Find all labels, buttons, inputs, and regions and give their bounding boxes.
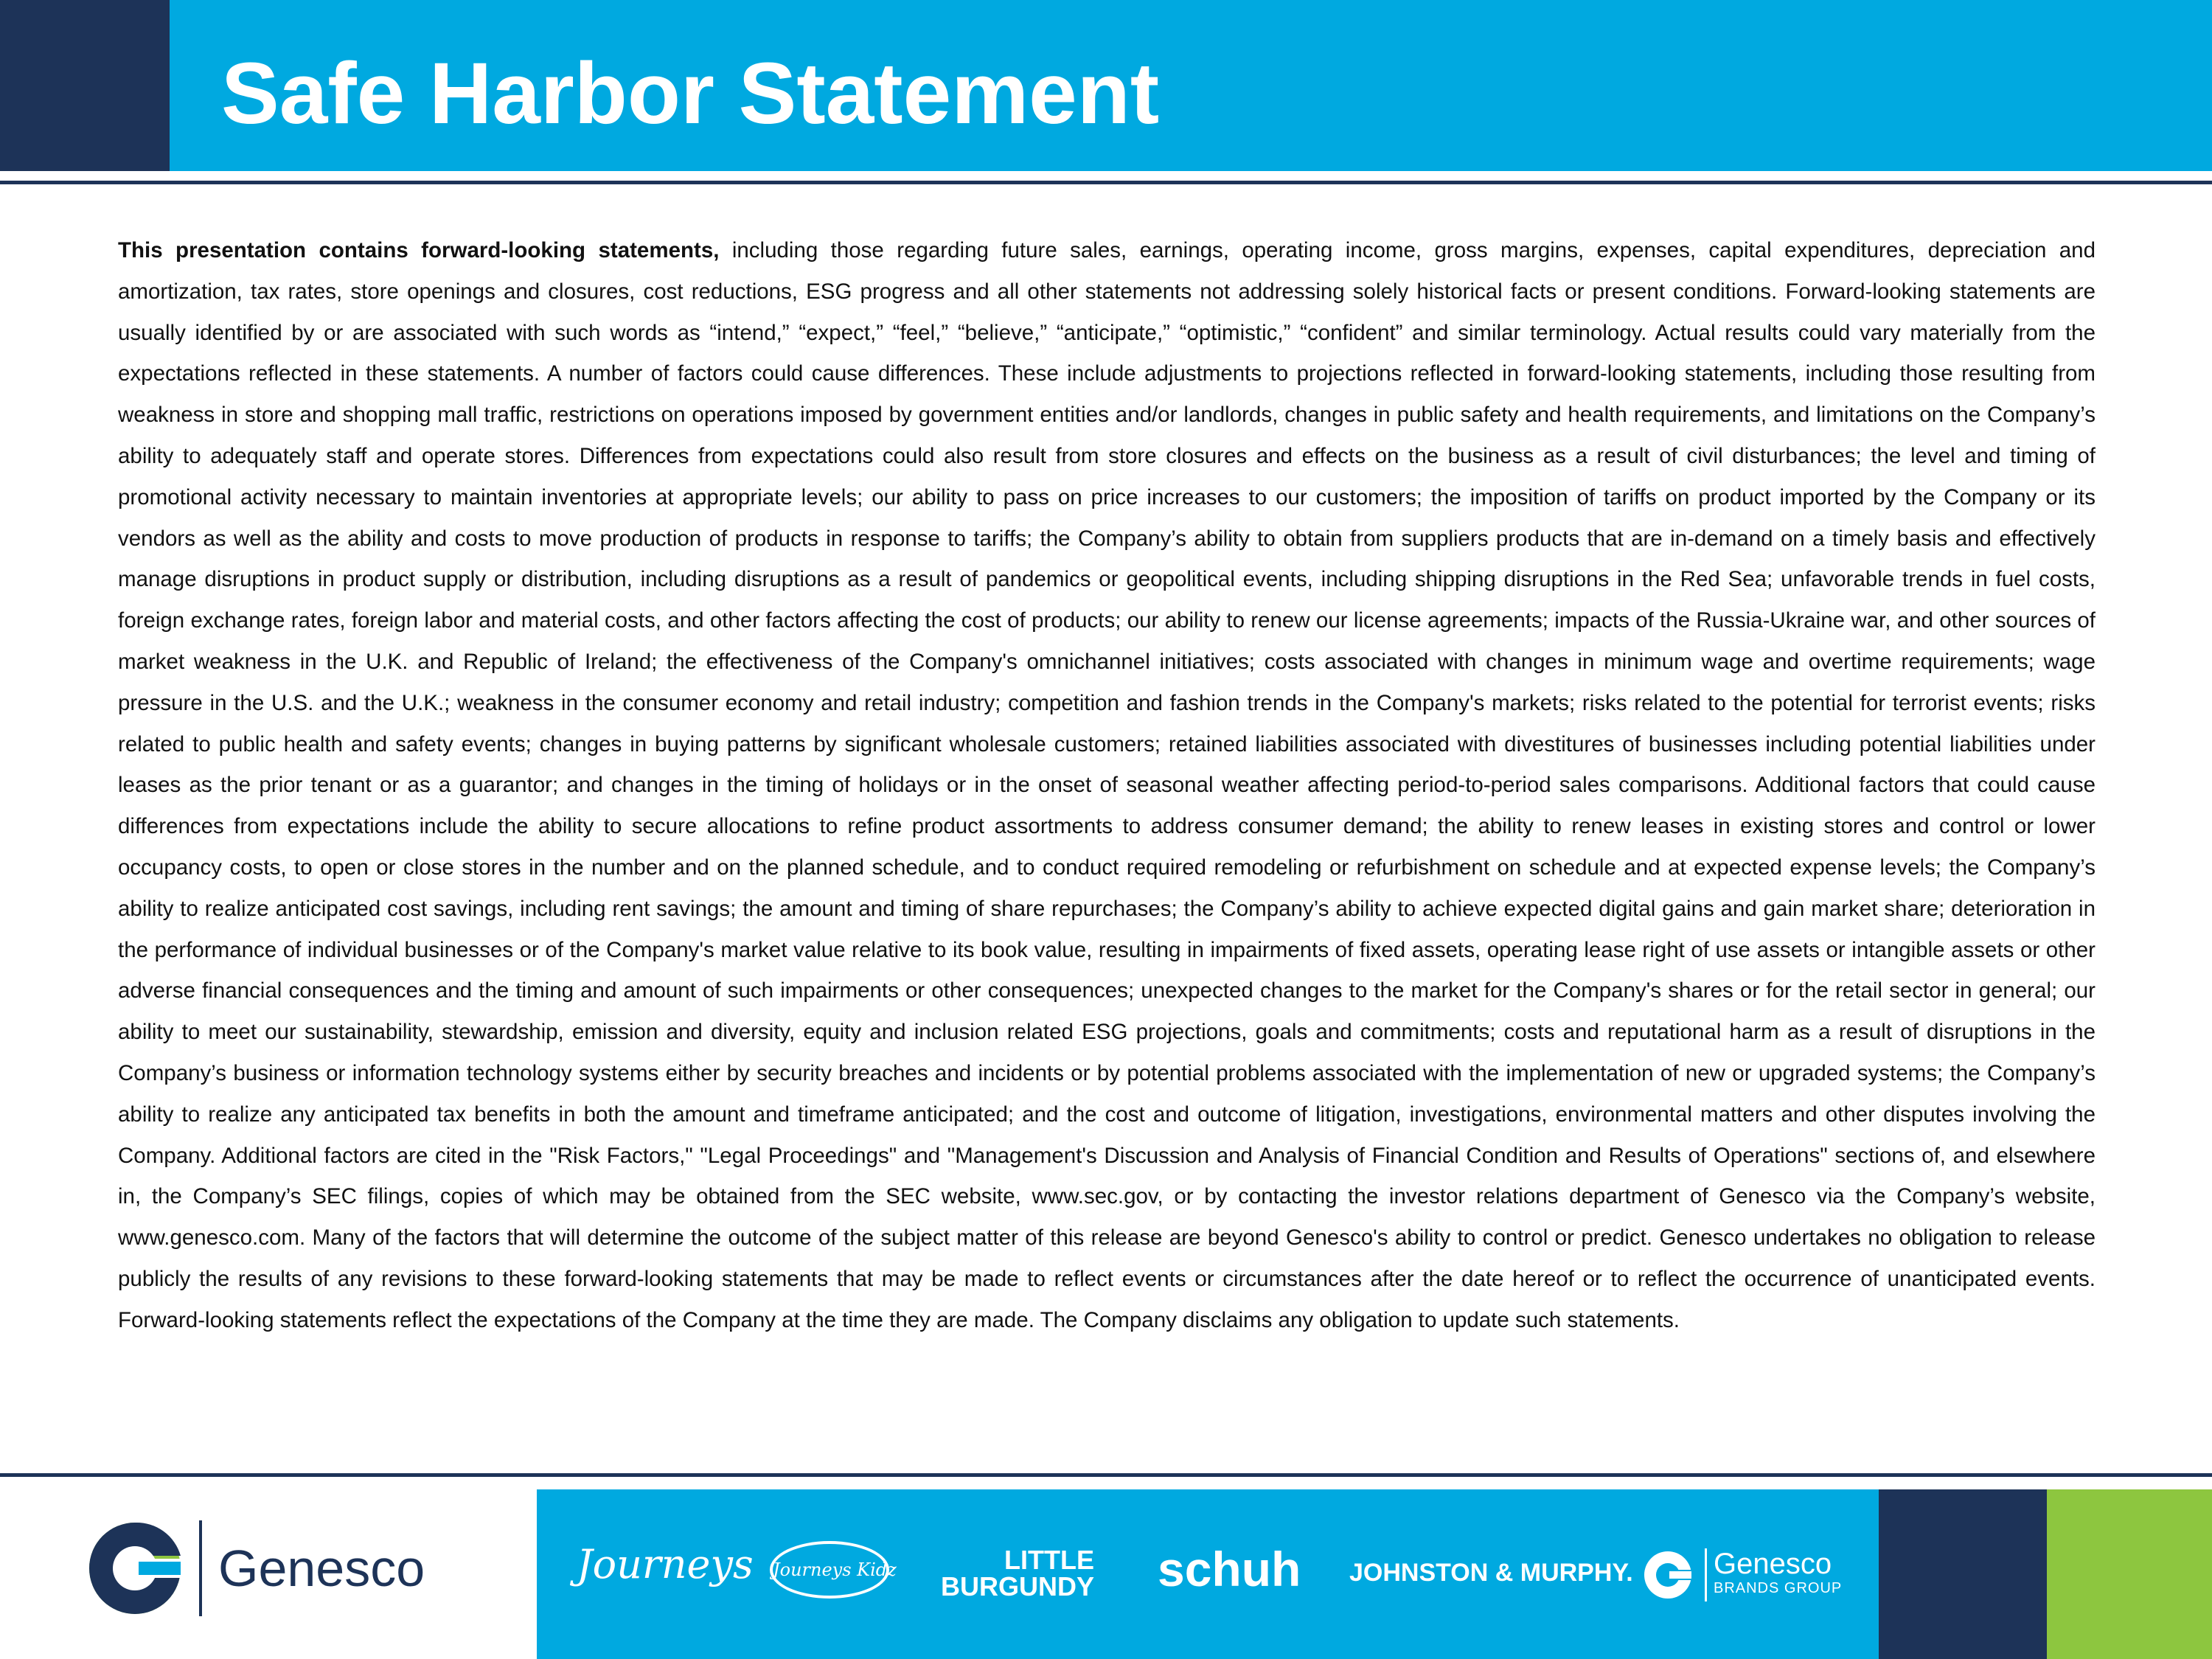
footer-divider [0, 1473, 2212, 1477]
page-title: Safe Harbor Statement [221, 45, 1160, 142]
little-burgundy-line1: LITTLE [1004, 1545, 1095, 1575]
schuh-logo: schuh [1158, 1542, 1301, 1596]
footer-navy-block [1879, 1489, 2047, 1659]
body-paragraph: including those regarding future sales, earnings, operating income, gross margins, expenses, capital expenditures, depreciation and amortization, tax rates, store openings and closures, cost reductions, ESG progress and all other statements not addressing solely historical facts or present conditions. Forward-looking statements are usually identified by or are associated with such words as “intend,” “expect,” “feel,” “believe,” “anticipate,” “optimistic,” “confident” and similar terminology. Actual results could vary materially from the expectations reflected in these statements. A number of factors could cause differences. These include adjustments to projections reflected in forward-looking statements, including those resulting from weakness in store and shopping mall traffic, restrictions on operations imposed by government entities and/or landlords, changes in public safety and health requirements, and limitations on the Company’s ability to adequately staff and operate stores. Differences from expectations could also result from store closures and effects on the business as a result of civil disturbances; the level and timing of promotional activity necessary to maintain inventories at appropriate levels; our ability to pass on price increases to our customers; the imposition of tariffs on product imported by the Company or its vendors as well as the ability and costs to move production of products in response to tariffs; the Company’s ability to obtain from suppliers products that are in-demand on a timely basis and effectively manage disruptions in product supply or distribution, including disruptions as a result of pandemics or geopolitical events, including shipping disruptions in the Red Sea; unfavorable trends in fuel costs, foreign exchange rates, foreign labor and material costs, and other factors affecting the cost of products; our ability to renew our license agreements; impacts of the Russia-Ukraine war, and other sources of market weakness in the U.K. and Republic of Ireland; the effectiveness of the Company's omnichannel initiatives; costs associated with changes in minimum wage and overtime requirements; wage pressure in the U.S. and the U.K.; weakness in the consumer economy and retail industry; competition and fashion trends in the Company's markets; risks related to the potential for terrorist events; risks related to public health and safety events; changes in buying patterns by significant wholesale customers; retained liabilities associated with divestitures of businesses including potential liabilities under leases as the prior tenant or as a guarantor; and changes in the timing of holidays or in the onset of seasonal weather affecting period-to-period sales comparisons. Additional factors that could cause differences from expectations include the ability to secure allocations to refine product assortments to address consumer demand; the ability to renew leases in existing stores and control or lower occupancy costs, to open or close stores in the number and on the planned schedule, and to conduct required remodeling or refurbishment on schedule and at expected expense levels; the Company’s ability to realize anticipated cost savings, including rent savings; the amount and timing of share repurchases; the Company’s ability to achieve expected digital gains and gain market share; deterioration in the performance of individual businesses or of the Company's market value relative to its book value, resulting in impairments of fixed assets, operating lease right of use assets or intangible assets or other adverse financial consequences and the timing and amount of such impairments or other consequences; unexpected changes to the market for the Company's shares or for the retail sector in general; our ability to meet our sustainability, stewardship, emission and diversity, equity and inclusion related ESG projections, goals and commitments; costs and reputational harm as a result of disruptions in the Company’s business or information technology systems either by security breaches and incidents or by potential problems associated with the implementation of new or upgraded systems; the Company’s ability to realize any anticipated tax benefits in both the amount and timeframe anticipated; and the cost and outcome of litigation, investigations, environmental matters and other disputes involving the Company. Additional factors are cited in the "Risk Factors," "Legal Proceedings" and "Management's Discussion and Analysis of Financial Condition and Results of Operations" sections of, and elsewhere in, the Company’s SEC filings, copies of which may be obtained from the SEC website, www.sec.gov, or by contacting the investor relations department of Genesco via the Company’s website, www.genesco.com. Many of the factors that will determine the outcome of the subject matter of this release are beyond Genesco's ability to control or predict. Genesco undertakes no obligation to release publicly the results of any revisions to these forward-looking statements that may be made to reflect events or circumstances after the date hereof or to reflect the occurrence of unanticipated events. Forward-looking statements reflect the expectations of the Company at the time they are made. The Company disclaims any obligation to update such statements. [118, 238, 2096, 1332]
genesco-brands-group-logo [1714, 1548, 1842, 1597]
brands-group-divider [1705, 1548, 1707, 1601]
johnston-murphy-logo: JOHNSTON & MURPHY. [1349, 1559, 1633, 1587]
genesco-logo-icon [87, 1520, 183, 1616]
brands-group-subtitle: BRANDS GROUP [1714, 1580, 1843, 1596]
little-burgundy-line2: BURGUNDY [941, 1571, 1095, 1601]
header-divider [0, 181, 2212, 184]
genesco-brands-group-icon [1643, 1550, 1693, 1600]
footer-green-block [2047, 1489, 2212, 1659]
genesco-wordmark: Genesco [218, 1540, 425, 1597]
header-navy-block [0, 0, 170, 171]
little-burgundy-logo [941, 1547, 1094, 1600]
logo-divider [199, 1520, 202, 1616]
lead-sentence: This presentation contains forward-looking statements, [118, 238, 720, 262]
brands-group-name: Genesco [1714, 1548, 1832, 1580]
safe-harbor-text [118, 230, 2096, 1341]
journeys-kidz-logo: Journeys Kidz [770, 1541, 889, 1599]
journeys-logo: Journeys [577, 1541, 754, 1587]
